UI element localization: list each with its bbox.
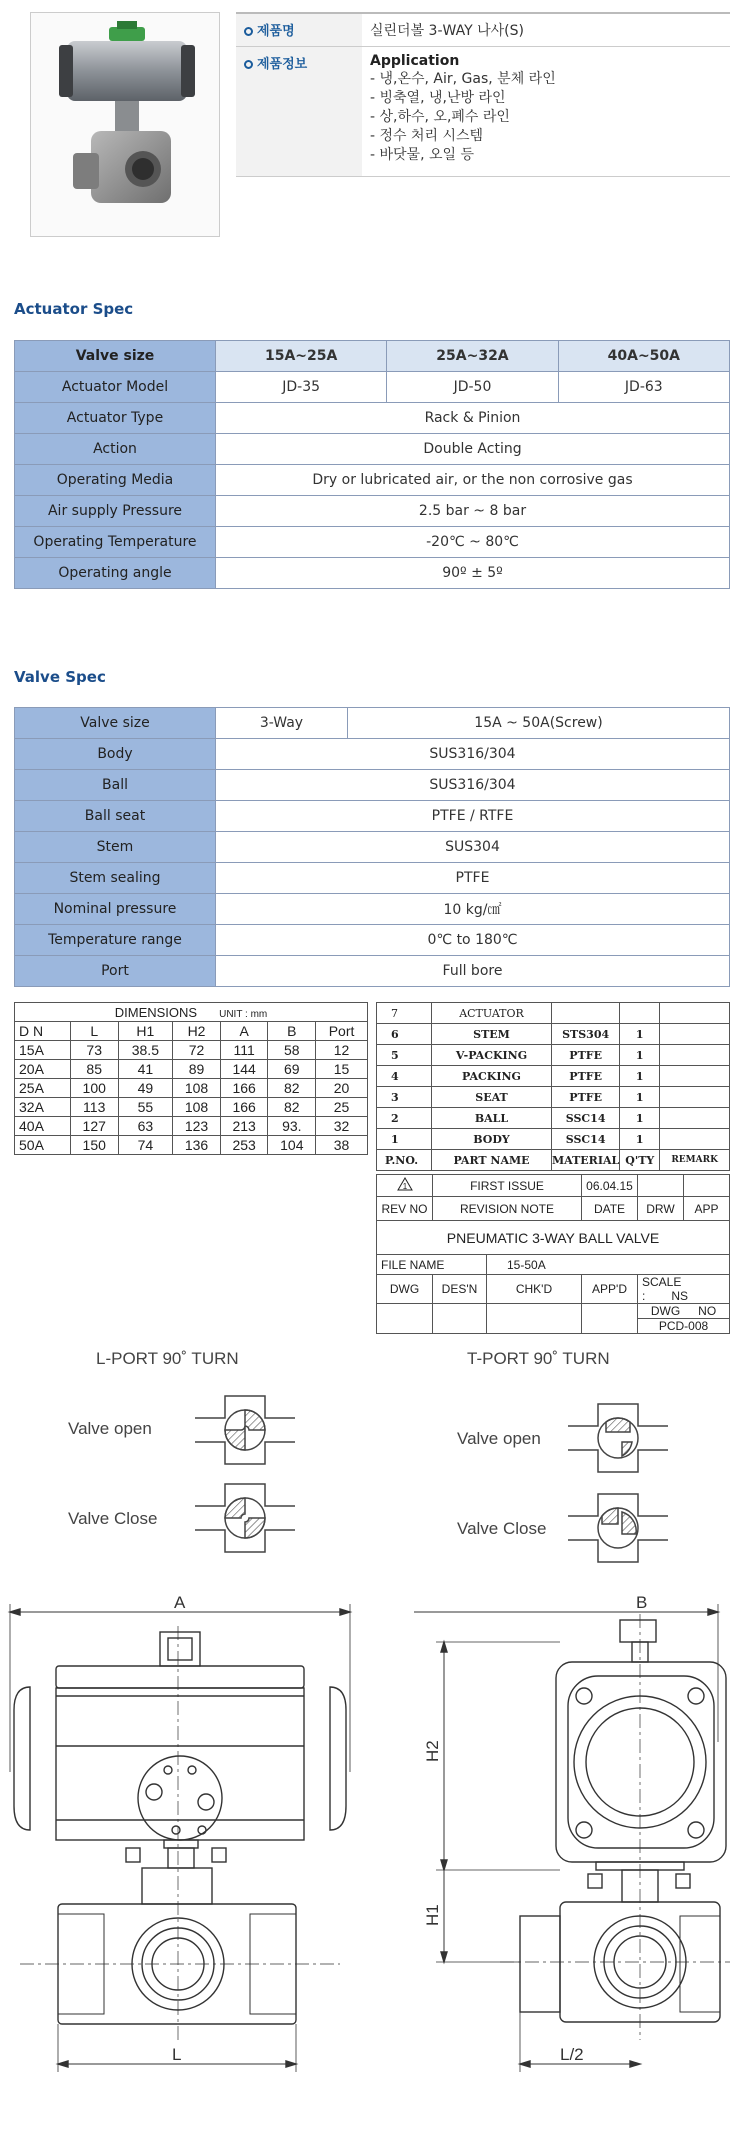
row-label: Stem bbox=[15, 832, 216, 863]
model-cell: JD-50 bbox=[387, 372, 558, 403]
parts-header: P.NO. bbox=[377, 1150, 432, 1171]
application-item: - 냉,온수, Air, Gas, 분체 라인 bbox=[370, 71, 556, 87]
part-name: ACTUATOR bbox=[432, 1003, 552, 1024]
row-value: 90º ± 5º bbox=[216, 558, 730, 589]
row-value: SUS304 bbox=[216, 832, 730, 863]
app-cell bbox=[684, 1175, 730, 1197]
part-remark bbox=[660, 1129, 730, 1150]
dim-cell: 74 bbox=[118, 1136, 173, 1155]
l-port-open-label: Valve open bbox=[68, 1419, 152, 1438]
row-value: SUS316/304 bbox=[216, 739, 730, 770]
application-item: - 바닷물, 오일 등 bbox=[370, 147, 474, 163]
dim-cell: 100 bbox=[70, 1079, 118, 1098]
valve-dimension-drawing bbox=[0, 1592, 740, 2122]
dim-h1-label: H1 bbox=[423, 1904, 442, 1926]
dim-cell: 73 bbox=[70, 1041, 118, 1060]
dim-cell: 40A bbox=[15, 1117, 71, 1136]
sign-cell bbox=[433, 1304, 487, 1334]
size-col: 40A~50A bbox=[558, 341, 729, 372]
dim-cell: 25 bbox=[316, 1098, 368, 1117]
dimensions-table bbox=[14, 1002, 368, 1155]
table-row bbox=[15, 1117, 368, 1136]
rev-header: REV NO bbox=[377, 1197, 433, 1221]
dim-cell: 127 bbox=[70, 1117, 118, 1136]
valve-photo-illustration bbox=[31, 13, 219, 236]
dim-cell: 113 bbox=[70, 1098, 118, 1117]
part-material: STS304 bbox=[552, 1024, 620, 1045]
row-label: Port bbox=[15, 956, 216, 987]
dim-cell: 15A bbox=[15, 1041, 71, 1060]
row-label: Operating Temperature bbox=[15, 527, 216, 558]
product-info-table bbox=[236, 12, 730, 177]
row-label: Stem sealing bbox=[15, 863, 216, 894]
row-label: Ball bbox=[15, 770, 216, 801]
table-row bbox=[377, 1129, 730, 1150]
sign-header: CHK'D bbox=[487, 1275, 582, 1304]
part-name: BALL bbox=[432, 1108, 552, 1129]
drw-cell bbox=[638, 1175, 684, 1197]
part-qty: 1 bbox=[620, 1087, 660, 1108]
dim-h2-label: H2 bbox=[423, 1740, 442, 1762]
product-photo bbox=[30, 12, 220, 237]
l-port-close-label: Valve Close bbox=[68, 1509, 158, 1528]
part-remark bbox=[660, 1003, 730, 1024]
part-material: PTFE bbox=[552, 1066, 620, 1087]
actuator-spec-title: Actuator Spec bbox=[14, 300, 134, 318]
part-no: 7 bbox=[377, 1003, 432, 1024]
circle-bullet-icon bbox=[244, 27, 253, 36]
part-qty: 1 bbox=[620, 1066, 660, 1087]
dim-cell: 85 bbox=[70, 1060, 118, 1079]
application-item: - 빙축열, 냉,난방 라인 bbox=[370, 90, 506, 106]
parts-header: MATERIAL bbox=[552, 1150, 620, 1171]
dim-b-label: B bbox=[636, 1593, 648, 1612]
dim-cell: 82 bbox=[268, 1098, 316, 1117]
row-label: Temperature range bbox=[15, 925, 216, 956]
actuator-spec-table bbox=[14, 340, 730, 589]
part-no: 2 bbox=[377, 1108, 432, 1129]
part-name: SEAT bbox=[432, 1087, 552, 1108]
dim-header: B bbox=[268, 1022, 316, 1041]
part-remark bbox=[660, 1066, 730, 1087]
row-value: -20℃ ~ 80℃ bbox=[216, 527, 730, 558]
dim-cell: 72 bbox=[173, 1041, 221, 1060]
dim-cell: 49 bbox=[118, 1079, 173, 1098]
table-row bbox=[377, 1003, 730, 1024]
dim-cell: 50A bbox=[15, 1136, 71, 1155]
valve-spec-table bbox=[14, 707, 730, 987]
revision-triangle bbox=[377, 1175, 433, 1197]
part-material: SSC14 bbox=[552, 1108, 620, 1129]
valve-size-header: Valve size bbox=[15, 708, 216, 739]
row-value: 10 kg/㎠ bbox=[216, 894, 730, 925]
table-row bbox=[377, 1087, 730, 1108]
dim-cell: 58 bbox=[268, 1041, 316, 1060]
dim-cell: 20A bbox=[15, 1060, 71, 1079]
t-port-close-label: Valve Close bbox=[457, 1519, 547, 1538]
l-port-close-icon bbox=[195, 1484, 295, 1552]
svg-text:1: 1 bbox=[402, 1182, 407, 1191]
sign-header: APP'D bbox=[582, 1275, 638, 1304]
application-title: Application bbox=[370, 53, 460, 69]
part-material: SSC14 bbox=[552, 1129, 620, 1150]
dim-cell: 25A bbox=[15, 1079, 71, 1098]
dim-header: Port bbox=[316, 1022, 368, 1041]
rev-header: DRW bbox=[638, 1197, 684, 1221]
t-port-open-label: Valve open bbox=[457, 1429, 541, 1448]
circle-bullet-icon bbox=[244, 60, 253, 69]
drawing-title: PNEUMATIC 3-WAY BALL VALVE bbox=[377, 1221, 730, 1255]
dim-cell: 38 bbox=[316, 1136, 368, 1155]
table-row bbox=[15, 1098, 368, 1117]
row-label: Action bbox=[15, 434, 216, 465]
row-label: Ball seat bbox=[15, 801, 216, 832]
dim-cell: 111 bbox=[220, 1041, 268, 1060]
dim-cell: 12 bbox=[316, 1041, 368, 1060]
row-value: Full bore bbox=[216, 956, 730, 987]
dim-cell: 123 bbox=[173, 1117, 221, 1136]
row-label: Operating angle bbox=[15, 558, 216, 589]
product-info-value bbox=[362, 47, 730, 177]
part-material: PTFE bbox=[552, 1087, 620, 1108]
row-label: Nominal pressure bbox=[15, 894, 216, 925]
l-port-open-icon bbox=[195, 1396, 295, 1464]
application-item: - 정수 처리 시스템 bbox=[370, 128, 484, 144]
part-no: 1 bbox=[377, 1129, 432, 1150]
t-port-title: T-PORT 90˚ TURN bbox=[467, 1349, 610, 1368]
parts-header-row bbox=[377, 1150, 730, 1171]
size-col: 25A~32A bbox=[387, 341, 558, 372]
dim-cell: 150 bbox=[70, 1136, 118, 1155]
sign-header: DES'N bbox=[433, 1275, 487, 1304]
valve-range-cell: 15A ~ 50A(Screw) bbox=[348, 708, 730, 739]
row-value: PTFE bbox=[216, 863, 730, 894]
part-material bbox=[552, 1003, 620, 1024]
part-no: 6 bbox=[377, 1024, 432, 1045]
table-row bbox=[377, 1024, 730, 1045]
part-remark bbox=[660, 1024, 730, 1045]
sign-cell bbox=[487, 1304, 582, 1334]
product-name-label: 제품명 bbox=[236, 13, 362, 47]
sign-header: DWG bbox=[377, 1275, 433, 1304]
table-row bbox=[377, 1108, 730, 1129]
part-qty: 1 bbox=[620, 1024, 660, 1045]
table-row bbox=[377, 1045, 730, 1066]
part-remark bbox=[660, 1087, 730, 1108]
dim-cell: 15 bbox=[316, 1060, 368, 1079]
size-col: 15A~25A bbox=[216, 341, 387, 372]
parts-header: Q'TY bbox=[620, 1150, 660, 1171]
dim-cell: 144 bbox=[220, 1060, 268, 1079]
t-port-close-icon bbox=[568, 1494, 668, 1562]
part-no: 5 bbox=[377, 1045, 432, 1066]
parts-header: REMARK bbox=[660, 1150, 730, 1171]
dim-l-label: L bbox=[172, 2045, 182, 2064]
side-view bbox=[414, 1593, 730, 2072]
dim-cell: 166 bbox=[220, 1079, 268, 1098]
valve-spec-title: Valve Spec bbox=[14, 668, 106, 686]
product-name-value: 실린더볼 3-WAY 나사(S) bbox=[362, 13, 730, 47]
port-turn-diagram bbox=[0, 1340, 740, 1570]
dim-cell: 20 bbox=[316, 1079, 368, 1098]
dim-cell: 104 bbox=[268, 1136, 316, 1155]
part-name: V-PACKING bbox=[432, 1045, 552, 1066]
row-value: Dry or lubricated air, or the non corrosive gas bbox=[216, 465, 730, 496]
row-label: Air supply Pressure bbox=[15, 496, 216, 527]
front-view bbox=[10, 1593, 350, 2072]
part-name: PACKING bbox=[432, 1066, 552, 1087]
rev-header: DATE bbox=[582, 1197, 638, 1221]
row-label: Actuator Type bbox=[15, 403, 216, 434]
first-issue: FIRST ISSUE bbox=[433, 1175, 582, 1197]
dim-cell: 89 bbox=[173, 1060, 221, 1079]
row-value: PTFE / RTFE bbox=[216, 801, 730, 832]
dim-cell: 108 bbox=[173, 1079, 221, 1098]
dim-header: A bbox=[220, 1022, 268, 1041]
table-row bbox=[15, 1079, 368, 1098]
sign-cell bbox=[377, 1304, 433, 1334]
dim-cell: 93. bbox=[268, 1117, 316, 1136]
row-value: Double Acting bbox=[216, 434, 730, 465]
issue-date: 06.04.15 bbox=[582, 1175, 638, 1197]
l-port-title: L-PORT 90˚ TURN bbox=[96, 1349, 239, 1368]
dim-cell: 82 bbox=[268, 1079, 316, 1098]
part-remark bbox=[660, 1108, 730, 1129]
part-remark bbox=[660, 1045, 730, 1066]
model-cell: JD-35 bbox=[216, 372, 387, 403]
row-value: 0℃ to 180℃ bbox=[216, 925, 730, 956]
dim-cell: 55 bbox=[118, 1098, 173, 1117]
dim-header: D N bbox=[15, 1022, 71, 1041]
row-value: 2.5 bar ~ 8 bar bbox=[216, 496, 730, 527]
t-port-open-icon bbox=[568, 1404, 668, 1472]
part-qty: 1 bbox=[620, 1129, 660, 1150]
model-cell: JD-63 bbox=[558, 372, 729, 403]
dwg-no-value: PCD-008 bbox=[638, 1319, 730, 1334]
dim-cell: 108 bbox=[173, 1098, 221, 1117]
dim-header: L bbox=[70, 1022, 118, 1041]
parts-table bbox=[376, 1002, 730, 1171]
sign-cell bbox=[582, 1304, 638, 1334]
revision-triangle-icon bbox=[397, 1177, 413, 1191]
table-row bbox=[15, 1060, 368, 1079]
dim-cell: 32 bbox=[316, 1117, 368, 1136]
file-name-label: FILE NAME bbox=[377, 1255, 487, 1275]
table-row bbox=[15, 1136, 368, 1155]
row-value: Rack & Pinion bbox=[216, 403, 730, 434]
part-qty: 1 bbox=[620, 1108, 660, 1129]
rev-header: REVISION NOTE bbox=[433, 1197, 582, 1221]
dim-cell: 32A bbox=[15, 1098, 71, 1117]
valve-type-cell: 3-Way bbox=[216, 708, 348, 739]
file-name-value: 15-50A bbox=[487, 1255, 730, 1275]
dim-cell: 136 bbox=[173, 1136, 221, 1155]
part-name: STEM bbox=[432, 1024, 552, 1045]
dwg-no-label: DWG NO bbox=[638, 1304, 730, 1319]
dim-cell: 69 bbox=[268, 1060, 316, 1079]
part-qty: 1 bbox=[620, 1045, 660, 1066]
dim-header: H1 bbox=[118, 1022, 173, 1041]
table-row bbox=[15, 1041, 368, 1060]
part-name: BODY bbox=[432, 1129, 552, 1150]
part-material: PTFE bbox=[552, 1045, 620, 1066]
valve-size-header: Valve size bbox=[15, 341, 216, 372]
parts-header: PART NAME bbox=[432, 1150, 552, 1171]
dim-l2-label: L/2 bbox=[560, 2045, 584, 2064]
dim-cell: 38.5 bbox=[118, 1041, 173, 1060]
rev-header: APP bbox=[684, 1197, 730, 1221]
dim-cell: 253 bbox=[220, 1136, 268, 1155]
dim-cell: 63 bbox=[118, 1117, 173, 1136]
dim-header: H2 bbox=[173, 1022, 221, 1041]
dim-cell: 41 bbox=[118, 1060, 173, 1079]
row-label: Operating Media bbox=[15, 465, 216, 496]
dim-a-label: A bbox=[174, 1593, 186, 1612]
part-no: 3 bbox=[377, 1087, 432, 1108]
row-label: Body bbox=[15, 739, 216, 770]
row-value: SUS316/304 bbox=[216, 770, 730, 801]
dim-cell: 213 bbox=[220, 1117, 268, 1136]
scale: SCALE : NS bbox=[638, 1275, 730, 1304]
dim-cell: 166 bbox=[220, 1098, 268, 1117]
dimensions-caption: DIMENSIONS UNIT : mm bbox=[15, 1003, 368, 1022]
row-label: Actuator Model bbox=[15, 372, 216, 403]
table-row bbox=[377, 1066, 730, 1087]
part-qty bbox=[620, 1003, 660, 1024]
part-no: 4 bbox=[377, 1066, 432, 1087]
product-info-label: 제품정보 bbox=[236, 47, 362, 177]
application-item: - 상,하수, 오,폐수 라인 bbox=[370, 109, 510, 125]
drawing-title-block bbox=[376, 1174, 730, 1334]
